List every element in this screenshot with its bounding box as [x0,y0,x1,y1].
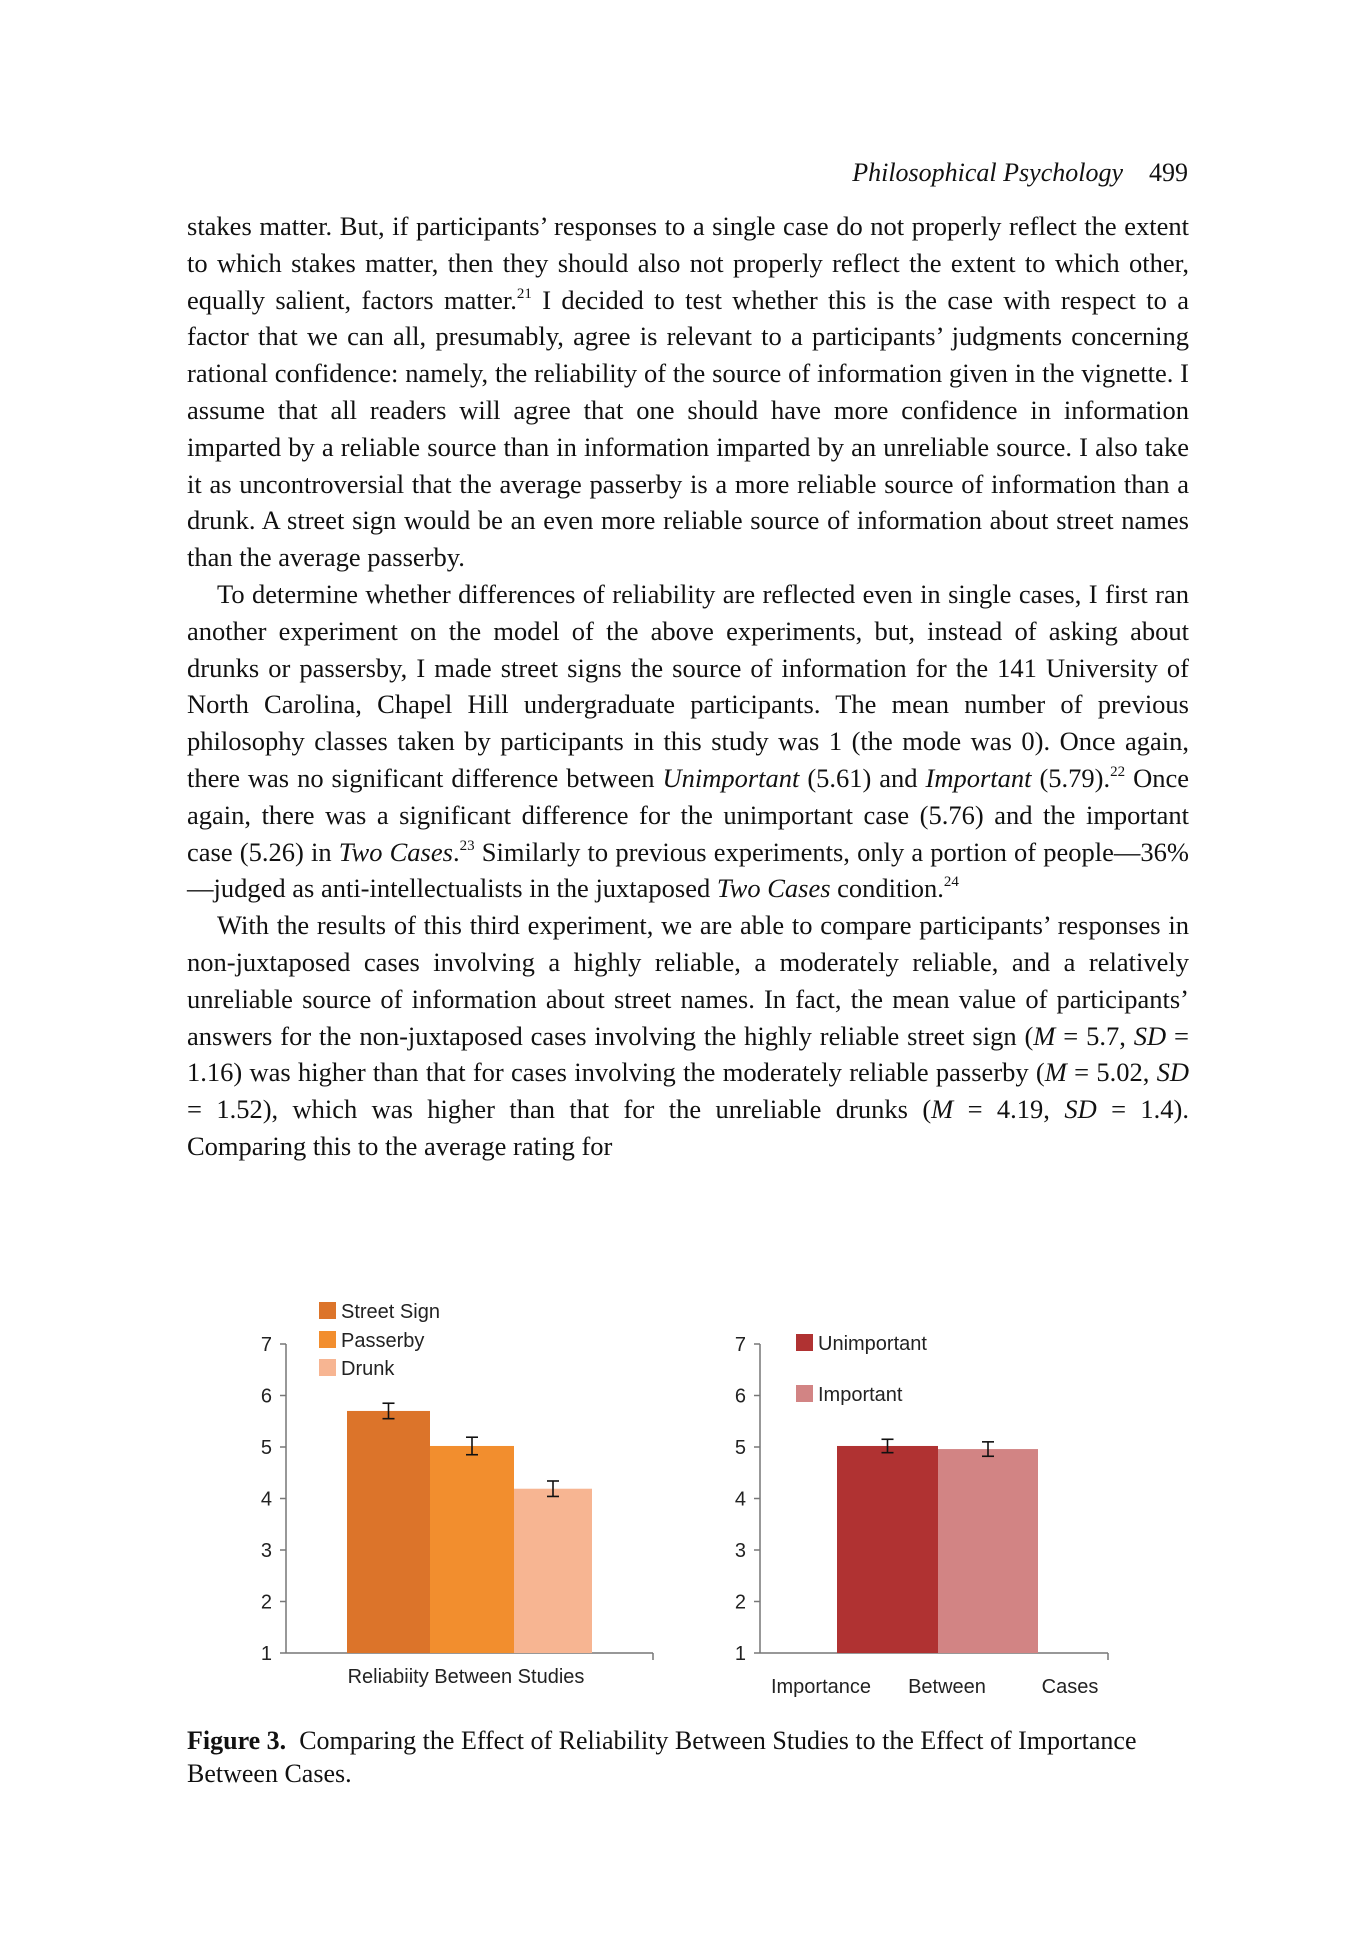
paragraph-2: To determine whether differences of reliability are reflected even in single cases, I first ran another experiment on the model of the above experiments, but, instead of asking about drunks or passersby, I made street signs the source of information for the 141 University of North Carolina, Chapel Hill undergraduate participants. The mean number of previous philosophy classes taken by participants in this study was 1 (the mode was 0). Once again, there was no significant difference between Unimportant (5.61) and Important (5.79).$^{22}$ Once again, there was a significant difference for the unimportant case (5.76) and the important case (5.26) in Two Cases.$^{23}$ Similarly to previous experiments, only a portion of people—36%—judged as anti-intellectualists in the juxtaposed Two Cases condition.$^{24}$ [187,578,1189,904]
y-tick-label: 6 [734,1385,746,1408]
legend-swatch [319,1331,336,1348]
figure-caption [187,1724,1189,1790]
x-axis-label-part: Importance [770,1676,872,1698]
paragraph-3: With the results of this third experiment, we are able to compare participants’ responses in non-juxtaposed cases involving a highly reliable, a moderately reliable, and a relatively unreliable source of information about street names. In fact, the mean value of participants’ answers for the non-juxtaposed cases involving the highly reliable street sign (M = 5.7, SD = 1.16) was higher than that for cases involving the moderately reliable passerby (M = 5.02, SD = 1.52), which was higher than that for the unreliable drunks (M = 4.19, SD = 1.4). Comparing this to the average rating for [187,910,1189,1161]
x-axis-label-part: Cases [1041,1676,1099,1698]
footnote-ref-23[interactable]: 23 [459,837,475,854]
footnote-ref-21[interactable]: 21 [516,285,532,302]
y-tick-label: 7 [260,1334,272,1356]
legend-swatch [319,1302,336,1319]
caption-text: Comparing the Effect of Reliability Between Studies to the Effect of Importance Between Cases. [187,1726,1137,1788]
bar-passerby [430,1446,514,1653]
footnote-ref-22[interactable]: 22 [1110,763,1126,780]
paragraph-1: stakes matter. But, if participants’ responses to a single case do not properly reflect the extent to which stakes matter, then they should also not properly reflect the extent to which other, equally salient, factors matter.$^{21}$ I decided to test whether this is the case with respect to a factor that we can all, presumably, agree is relevant to a participants’ judgments concerning rational confidence: namely, the reliability of the source of information given in the vignette. I assume that all readers will agree that one should have more confidence in information imparted by a reliable source than in information imparted by an unreliable source. I also take it as uncontroversial that the average passerby is a more reliable source of information than a drunk. A street sign would be an even more reliable source of information about street names than the average passerby. [187,211,1189,573]
y-tick-label: 4 [734,1488,746,1511]
x-axis-label-part: Between [908,1676,986,1698]
legend-swatch [796,1385,813,1402]
bar-street-sign [347,1411,430,1653]
y-tick-label: 1 [734,1643,746,1665]
y-tick-label: 3 [734,1540,746,1562]
caption-label: Figure 3. [187,1726,287,1755]
journal-title: Philosophical Psychology [852,158,1123,187]
y-tick-label: 2 [734,1591,746,1614]
bar-unimportant [837,1446,938,1653]
legend-label: Unimportant [818,1333,927,1355]
y-tick-label: 3 [260,1540,272,1562]
y-tick-label: 7 [734,1334,746,1356]
x-axis-label: Reliabiity Between Studies [347,1666,585,1688]
legend-label: Drunk [341,1358,395,1380]
y-tick-label: 5 [734,1437,746,1459]
legend-label: Important [818,1384,903,1406]
legend-swatch [796,1334,813,1351]
y-tick-label: 6 [260,1385,272,1408]
legend-swatch [319,1359,336,1376]
y-tick-label: 4 [260,1488,272,1511]
y-tick-label: 5 [260,1437,272,1459]
page-number: 499 [1149,158,1188,187]
legend-label: Street Sign [341,1301,440,1323]
bar-important [938,1449,1038,1653]
legend-label: Passerby [341,1330,425,1352]
footnote-ref-24[interactable]: 24 [943,874,959,891]
bar-drunk [514,1489,592,1653]
y-tick-label: 2 [260,1591,272,1614]
y-tick-label: 1 [260,1643,272,1665]
